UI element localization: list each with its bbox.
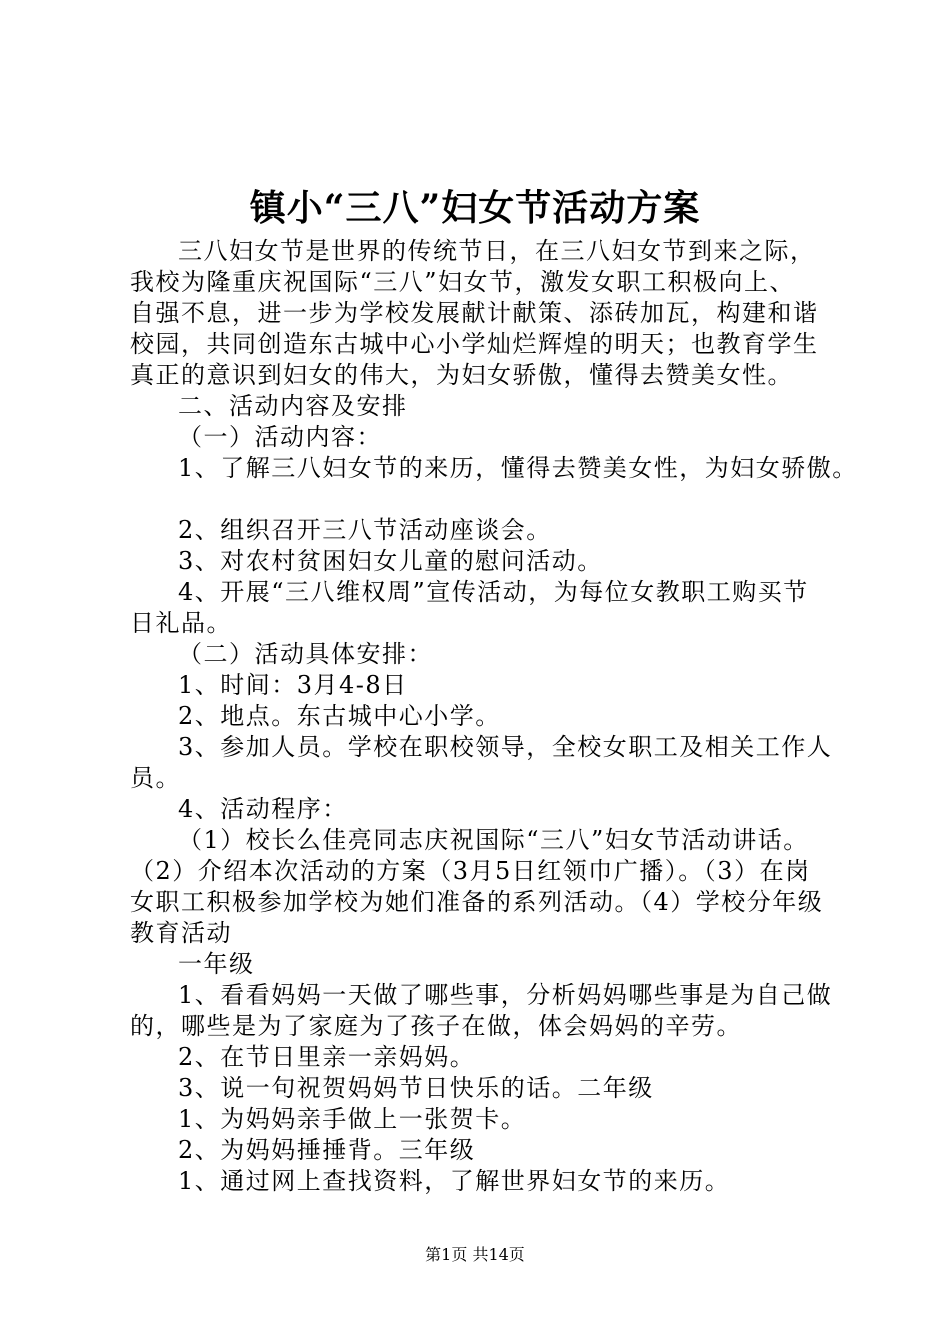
subsection-heading: （一）活动内容： (178, 423, 382, 451)
paragraph-line: 三八妇女节是世界的传统节日，在三八妇女节到来之际， (178, 237, 816, 265)
list-item: 3、参加人员。学校在职校领导，全校女职工及相关工作人 (178, 733, 833, 761)
list-item-continuation: 的，哪些是为了家庭为了孩子在做，体会妈妈的辛劳。 (130, 1012, 742, 1040)
subsection-heading: （二）活动具体安排： (178, 640, 433, 668)
document-body (130, 236, 858, 1197)
paragraph-line: 我校为隆重庆祝国际“三八”妇女节，激发女职工积极向上、 (130, 268, 796, 296)
list-item: 1、了解三八妇女节的来历，懂得去赞美女性，为妇女骄傲。 (178, 454, 858, 482)
section-heading: 二、活动内容及安排 (178, 392, 408, 420)
list-item: 4、开展“三八维权周”宣传活动，为每位女教职工购买节 (178, 578, 809, 606)
blank-line (130, 484, 850, 515)
paragraph-line: 真正的意识到妇女的伟大，为妇女骄傲，懂得去赞美女性。 (130, 361, 793, 389)
list-item: 1、看看妈妈一天做了哪些事，分析妈妈哪些事是为自己做 (178, 981, 833, 1009)
list-item: 3、对农村贫困妇女儿童的慰问活动。 (178, 547, 603, 575)
list-item: 3、说一句祝贺妈妈节日快乐的话。二年级 (178, 1074, 654, 1102)
paragraph-line: 教育活动 (130, 919, 232, 947)
list-item: 1、通过网上查找资料，了解世界妇女节的来历。 (178, 1167, 731, 1195)
list-item: 2、地点。东古城中心小学。 (178, 702, 501, 730)
list-item: 1、为妈妈亲手做上一张贺卡。 (178, 1105, 527, 1133)
paragraph-line: 自强不息，进一步为学校发展献计献策、添砖加瓦，构建和谐 (130, 299, 819, 327)
list-item-continuation: 日礼品。 (130, 609, 232, 637)
page-number: 第1页 共14页 (425, 1245, 525, 1264)
list-item-continuation: 员。 (130, 764, 181, 792)
list-item: （1）校长么佳亮同志庆祝国际“三八”妇女节活动讲话。 (178, 826, 809, 854)
list-item: 2、为妈妈捶捶背。三年级 (178, 1136, 476, 1164)
list-item: 4、活动程序： (178, 795, 348, 823)
list-item: 2、组织召开三八节活动座谈会。 (178, 516, 552, 544)
paragraph-line: 女职工积极参加学校为她们准备的系列活动。（4）学校分年级 (130, 888, 824, 916)
list-item: 1、时间：3月4-8日 (178, 671, 408, 699)
paragraph-line: 校园，共同创造东古城中心小学灿烂辉煌的明天；也教育学生 (130, 330, 819, 358)
grade-heading: 一年级 (178, 950, 255, 978)
list-item: 2、在节日里亲一亲妈妈。 (178, 1043, 476, 1071)
paragraph-line: （2）介绍本次活动的方案（3月5日红领巾广播）。（3）在岗 (130, 857, 811, 885)
document-title: 镇小“三八”妇女节活动方案 (249, 187, 701, 229)
